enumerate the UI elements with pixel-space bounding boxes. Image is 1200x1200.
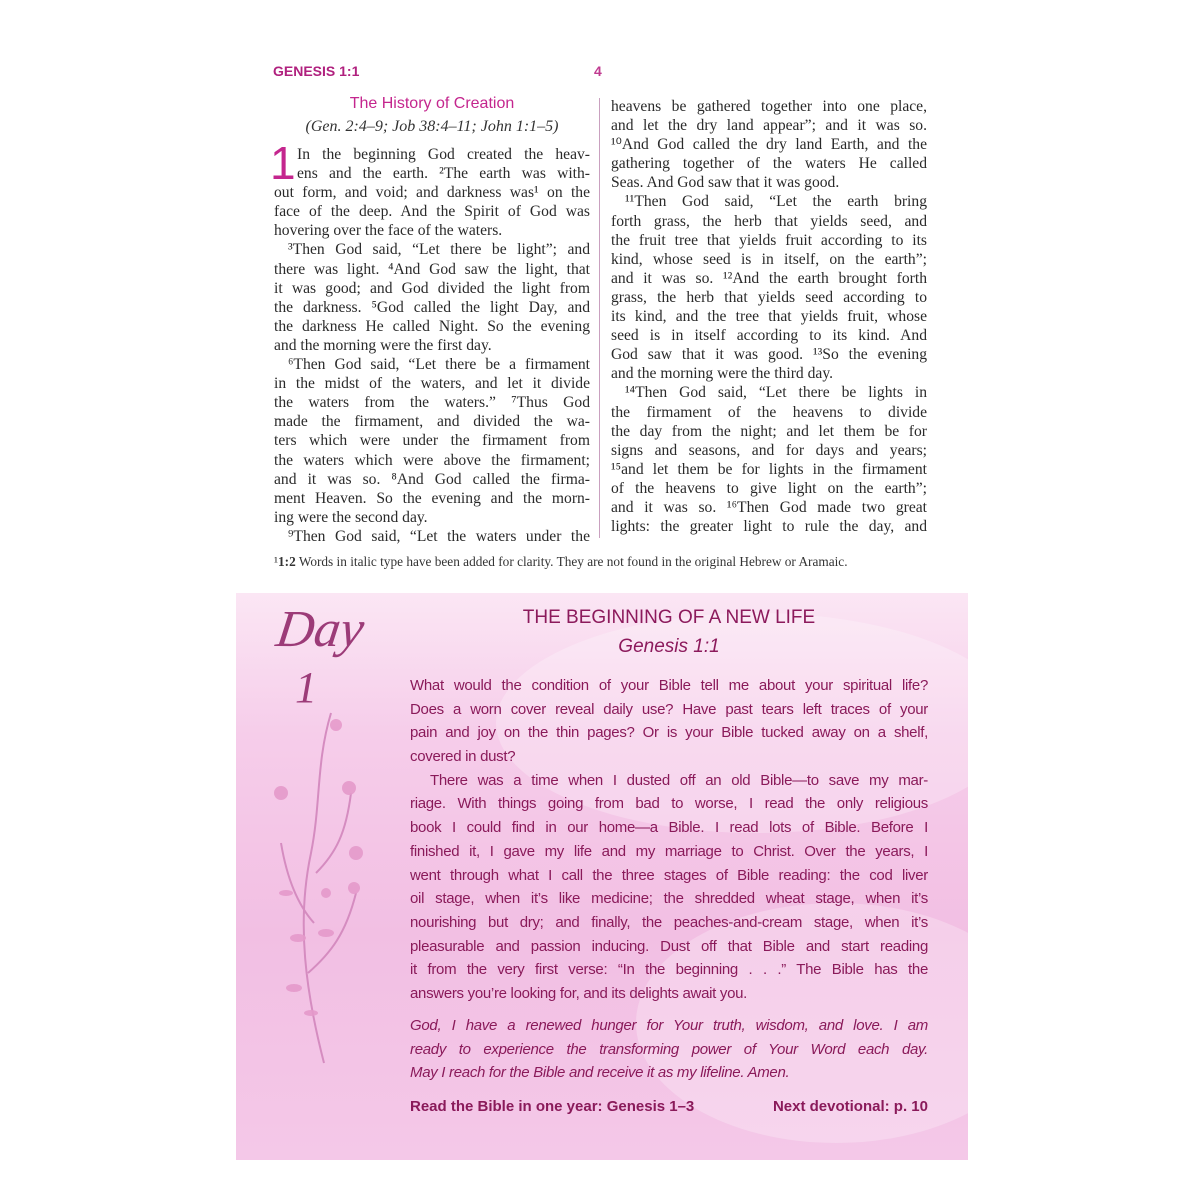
text-line: book I could find in our home—a Bible. I read lots of Bible. Before I (410, 819, 928, 837)
text-line: and it was so. ¹²And the earth brought forth (611, 269, 927, 287)
running-head: GENESIS 1:1 (273, 63, 360, 79)
footnote (274, 554, 848, 570)
text-line: ready to experience the transforming power of Your Word each day. (410, 1040, 928, 1058)
text-line: the fruit tree that yields fruit according to its (611, 231, 927, 249)
footnote-marker: ¹ (274, 554, 278, 569)
text-line: gathering together of the waters He called (611, 155, 927, 173)
text-line: covered in dust? (410, 748, 516, 766)
text-line: ¹⁵and let them be for lights in the firmament (611, 460, 927, 478)
devotional-prayer (410, 1014, 928, 1085)
text-line: ¹⁰And God called the dry land Earth, and the (611, 136, 927, 154)
text-line: oil stage, when it’s like medicine; the shredded wheat stage, when it’s (410, 890, 928, 908)
text-line: lights: the greater light to rule the day, and (611, 518, 927, 536)
text-line: finished it, I gave my life and my marriage to Christ. Over the years, I (410, 842, 928, 860)
text-line: God, I have a renewed hunger for Your truth, wisdom, and love. I am (410, 1017, 928, 1034)
text-line: ters which were under the firmament from (274, 432, 590, 450)
text-line: forth grass, the herb that yields seed, and (611, 212, 927, 230)
scripture-column-left (274, 145, 590, 546)
text-line: there was light. ⁴And God saw the light, that (274, 260, 590, 278)
devotional-reference: Genesis 1:1 (618, 636, 720, 657)
text-line: face of the deep. And the Spirit of God was (274, 203, 590, 221)
text-line: seed is in itself according to its kind. And (611, 327, 927, 345)
text-line: signs and seasons, and for days and years; (611, 441, 927, 459)
text-line: There was a time when I dusted off an old Bible—to save my mar- (430, 771, 928, 789)
day-number: 1 (295, 663, 317, 712)
text-line: hovering over the face of the waters. (274, 222, 503, 240)
day-label: Day (272, 601, 368, 658)
text-line: made the firmament, and divided the wa- (274, 413, 590, 431)
text-line: May I reach for the Bible and receive it as my lifeline. Amen. (410, 1064, 790, 1082)
text-line: ⁹Then God said, “Let the waters under the (288, 527, 590, 545)
text-line: the day from the night; and let them be for (611, 422, 927, 440)
text-line: it from the very first verse: “In the beginning . . .” The Bible has the (410, 961, 928, 979)
text-line: the waters which were above the firmament; (274, 451, 590, 469)
text-line: and it was so. ¹⁶Then God made two great (611, 498, 927, 516)
text-line: What would the condition of your Bible tell me about your spiritual life? (410, 677, 928, 694)
text-line: God saw that it was good. ¹³So the evening (611, 346, 927, 364)
text-line: and let the dry land appear”; and it was so. (611, 117, 927, 135)
footnote-text: Words in italic type have been added for clarity. They are not found in the original Hebrew or Aramaic. (298, 554, 848, 569)
text-line: and the morning were the third day. (611, 365, 833, 383)
text-line: the firmament of the heavens to divide (611, 403, 927, 421)
text-line: ³Then God said, “Let there be light”; and (288, 241, 590, 259)
text-line: Does a worn cover reveal daily use? Have past tears left traces of your (410, 700, 928, 718)
text-line: In the beginning God created the heav- (297, 146, 590, 163)
text-line: pleasurable and passion inducing. Dust off that Bible and start reading (410, 937, 928, 955)
text-line: ¹¹Then God said, “Let the earth bring (625, 193, 927, 211)
devotional-title: THE BEGINNING OF A NEW LIFE (522, 607, 816, 628)
cross-references: (Gen. 2:4–9; Job 38:4–11; John 1:1–5) (305, 118, 559, 135)
text-line: kind, whose seed is in itself, on the earth”; (611, 250, 927, 268)
text-line: the waters from the waters.” ⁷Thus God (274, 394, 590, 412)
next-devotional: Next devotional: p. 10 (772, 1098, 928, 1115)
text-line: out form, and void; and darkness was¹ on the (274, 184, 590, 202)
text-line: its kind, and the tree that yields fruit, whose (611, 308, 927, 326)
text-line: heavens be gathered together into one place, (611, 98, 927, 115)
text-line: in the midst of the waters, and let it divide (274, 375, 590, 393)
text-line: answers you’re looking for, and its delights await you. (410, 984, 748, 1002)
text-line: and it was so. ⁸And God called the firma- (274, 470, 590, 488)
page-number: 4 (594, 63, 602, 79)
column-divider (599, 98, 600, 538)
text-line: pain and joy on the thin pages? Or is your Bible tucked away on a shelf, (410, 724, 928, 742)
devotional-footer (410, 1098, 928, 1115)
text-line: Seas. And God saw that it was good. (611, 174, 840, 192)
chapter-number: 1 (270, 137, 296, 189)
text-line: went through what I call the three stages of Bible reading: the cod liver (410, 866, 928, 884)
text-line: grass, the herb that yields seed according to (611, 288, 927, 306)
text-line: of the heavens to give light on the earth”; (611, 479, 927, 497)
text-line: nourishing but dry; and finally, the peaches-and-cream stage, when it’s (410, 913, 928, 931)
text-line: ⁶Then God said, “Let there be a firmament (288, 356, 590, 374)
text-line: and the morning were the first day. (274, 336, 492, 354)
text-line: riage. With things going from bad to worse, I read the only religious (410, 795, 928, 813)
scripture-column-right (611, 97, 927, 536)
text-line: ment Heaven. So the evening and the morn- (274, 489, 590, 507)
text-line: the darkness. ⁵God called the light Day, and (274, 298, 590, 316)
text-line: ens and the earth. ²The earth was with- (297, 165, 590, 183)
reading-plan: Read the Bible in one year: Genesis 1–3 (410, 1098, 695, 1115)
text-line: the darkness He called Night. So the evening (274, 317, 590, 335)
text-line: it was good; and God divided the light from (274, 279, 590, 297)
text-line: ¹⁴Then God said, “Let there be lights in (625, 384, 927, 402)
text-line: ing were the second day. (274, 508, 428, 526)
footnote-ref: 1:2 (278, 554, 296, 569)
section-title: The History of Creation (349, 95, 515, 112)
devotional-body (410, 674, 928, 1006)
